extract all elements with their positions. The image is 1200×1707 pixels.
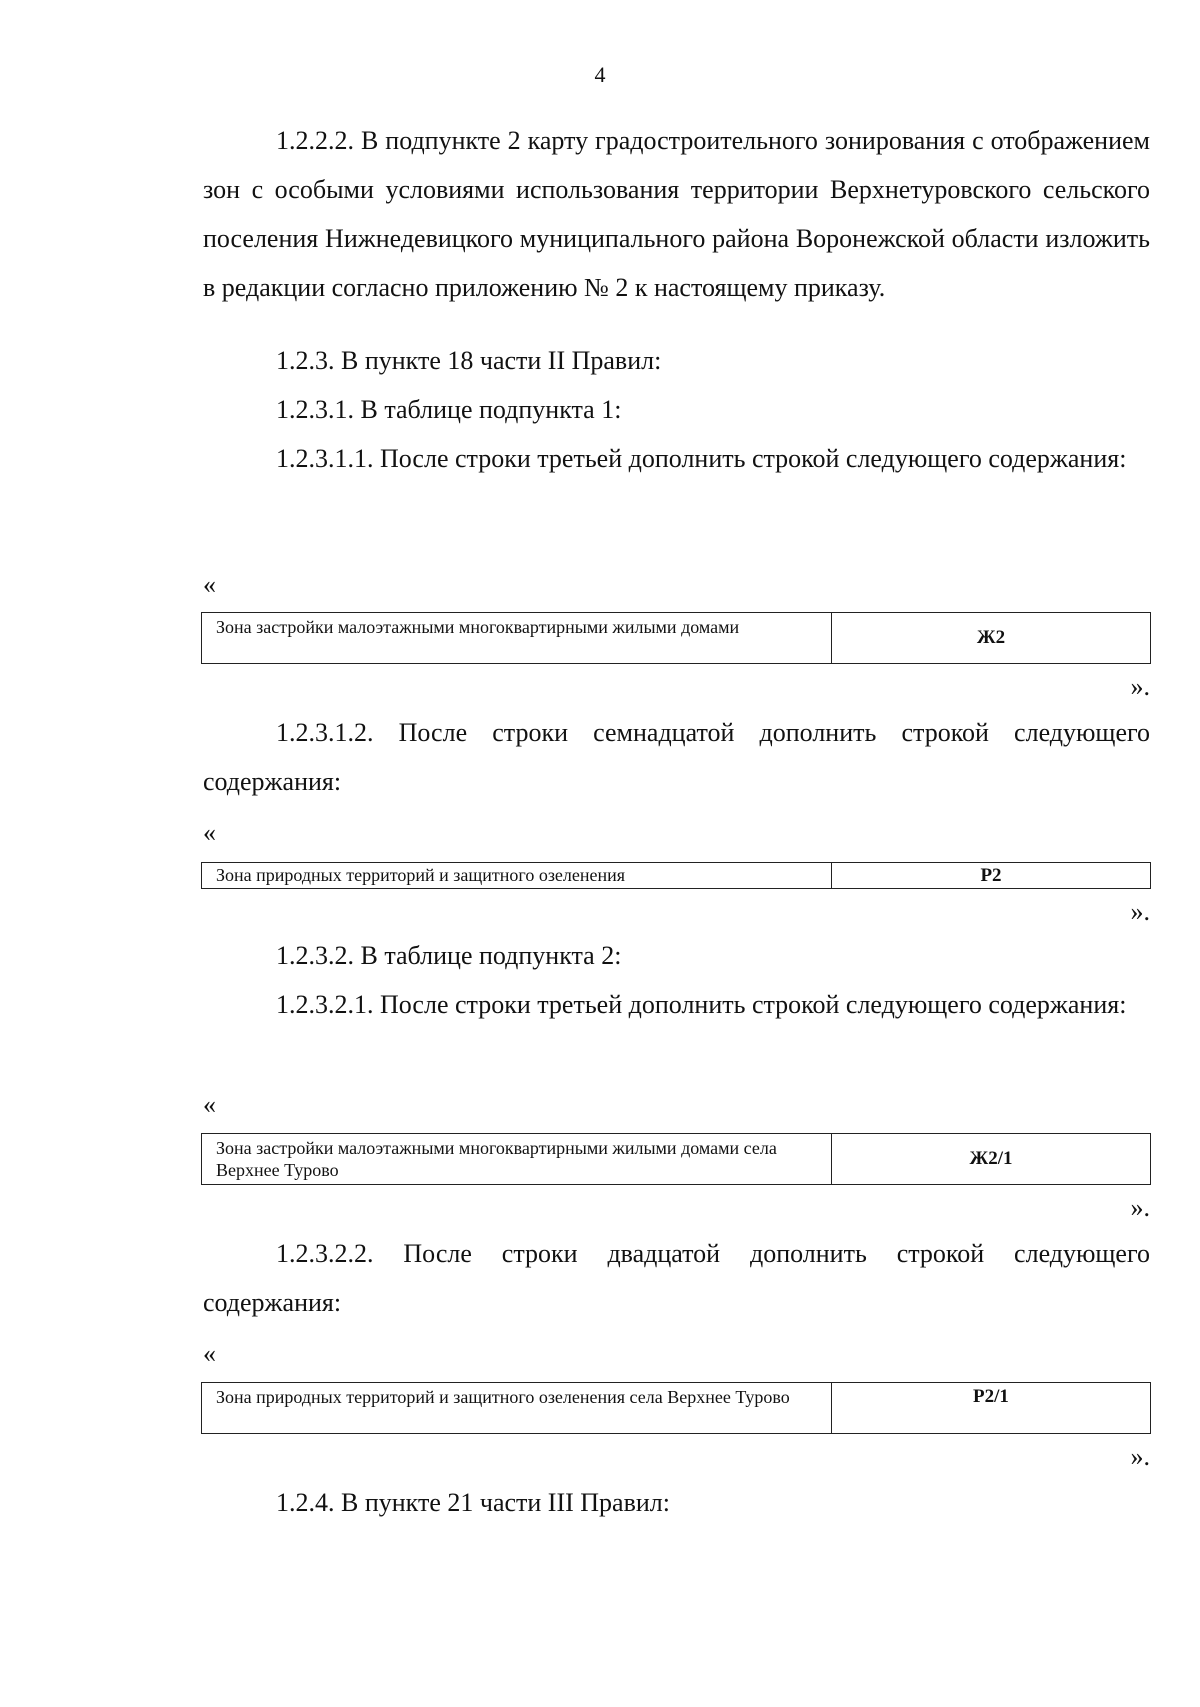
paragraph-1-2-3: 1.2.3. В пункте 18 части II Правил: bbox=[276, 346, 662, 375]
quote-close-mark: ». bbox=[1130, 1193, 1150, 1222]
paragraph-1-2-3-1: 1.2.3.1. В таблице подпункта 1: bbox=[276, 395, 622, 424]
quote-close-mark: ». bbox=[1130, 897, 1150, 926]
quote-close-mark: ». bbox=[1130, 1442, 1150, 1471]
zone-name-cell: Зона природных территорий и защитного озеленения bbox=[202, 863, 832, 888]
zone-code-cell: Ж2 bbox=[976, 627, 1006, 648]
paragraph-1-2-3-1-2: 1.2.3.1.2. После строки семнадцатой дополнить строкой следующего содержания: bbox=[203, 718, 1150, 796]
quote-open-mark: « bbox=[203, 1339, 216, 1368]
page-number: 4 bbox=[594, 62, 606, 87]
insert-table-4 bbox=[201, 1382, 1151, 1434]
zone-name-cell: Зона застройки малоэтажными многоквартирными жилыми домами села Верхнее Турово bbox=[202, 1134, 832, 1184]
quote-open-mark: « bbox=[203, 570, 216, 599]
zone-name-cell: Зона природных территорий и защитного озеленения села Верхнее Турово bbox=[202, 1383, 832, 1433]
quote-open-mark: « bbox=[203, 818, 216, 847]
quote-open-mark: « bbox=[203, 1090, 216, 1119]
paragraph-1-2-3-2-1: 1.2.3.2.1. После строки третьей дополнить строкой следующего содержания: bbox=[276, 990, 1127, 1019]
insert-table-3 bbox=[201, 1133, 1151, 1185]
paragraph-1-2-4: 1.2.4. В пункте 21 части III Правил: bbox=[276, 1488, 670, 1517]
paragraph-1-2-3-1-1: 1.2.3.1.1. После строки третьей дополнить строкой следующего содержания: bbox=[276, 444, 1127, 473]
zone-name-cell: Зона застройки малоэтажными многоквартирными жилыми домами bbox=[202, 613, 832, 663]
quote-close-mark: ». bbox=[1130, 672, 1150, 701]
zone-code-cell: Ж2/1 bbox=[969, 1148, 1013, 1169]
zone-code-cell: Р2 bbox=[980, 864, 1002, 886]
insert-table-1 bbox=[201, 612, 1151, 664]
paragraph-1-2-2-2: 1.2.2.2. В подпункте 2 карту градостроительного зонирования с отображением зон с особыми условиями использования территории Верхнетуровского сельского поселения Нижнедевицкого муниципального района Воронежской области изложить в редакции согласно приложению № 2 к настоящему приказу. bbox=[203, 126, 1150, 302]
paragraph-1-2-3-2-2: 1.2.3.2.2. После строки двадцатой дополнить строкой следующего содержания: bbox=[203, 1239, 1150, 1317]
insert-table-2 bbox=[201, 862, 1151, 889]
paragraph-1-2-3-2: 1.2.3.2. В таблице подпункта 2: bbox=[276, 941, 622, 970]
zone-code-cell: Р2/1 bbox=[973, 1386, 1009, 1407]
